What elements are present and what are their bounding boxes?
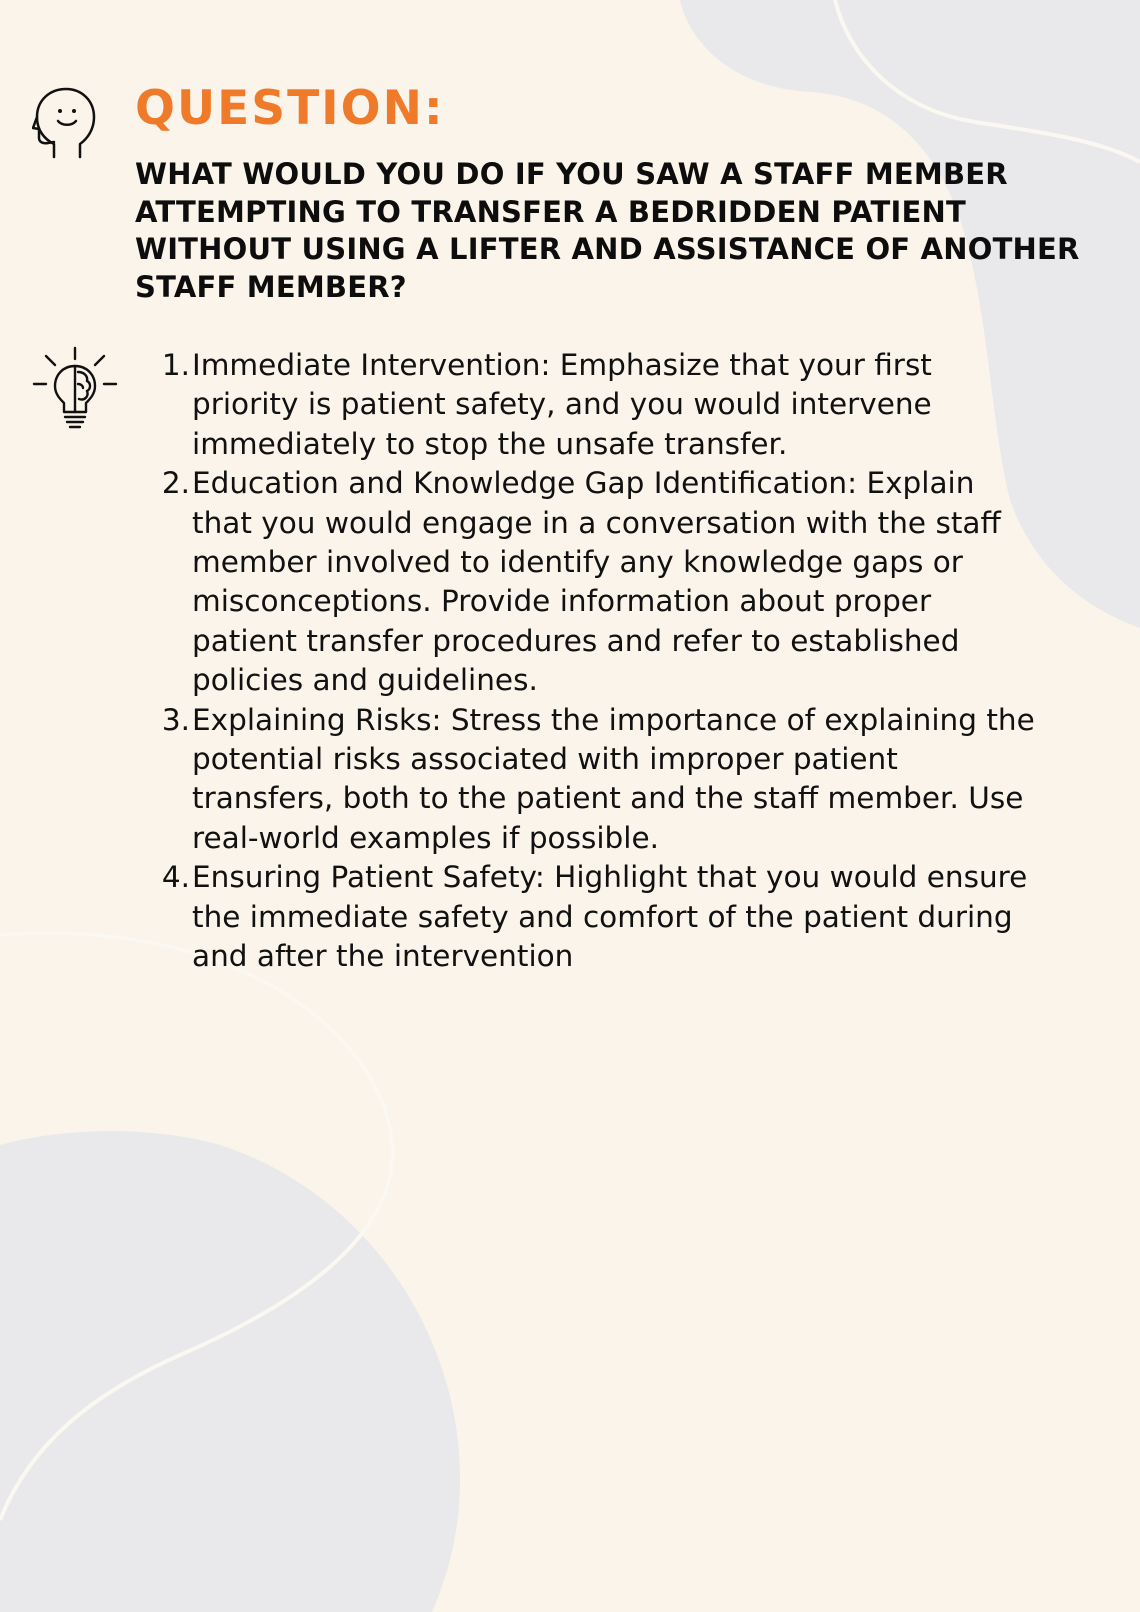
- answer-item-2: [160, 464, 1040, 700]
- answer-number: 4.: [161, 860, 190, 895]
- answer-item-4: [160, 858, 1040, 976]
- answer-item-1: [160, 346, 1040, 464]
- answer-number: 3.: [161, 702, 190, 737]
- answer-number: 2.: [161, 466, 190, 501]
- answer-text: Education and Knowledge Gap Identification: Explain that you would engage in a conversation with the staff member involved to identify any knowledge gaps or misconceptions. Provide information about proper patient transfer procedures and refer to established policies and guidelines.: [192, 466, 1001, 698]
- lightbulb-brain-icon: [32, 346, 118, 430]
- question-text: WHAT WOULD YOU DO IF YOU SAW A STAFF MEMBER ATTEMPTING TO TRANSFER A BEDRIDDEN PATIENT WITHOUT USING A LIFTER AND ASSISTANCE OF ANOTHER STAFF MEMBER?: [135, 157, 1080, 304]
- head-smile-icon: [32, 84, 98, 160]
- answer-item-3: [160, 701, 1040, 859]
- answer-text: Ensuring Patient Safety: Highlight that you would ensure the immediate safety and comfort of the patient during and after the intervention: [192, 860, 1028, 974]
- question-title: QUESTION:: [135, 81, 445, 136]
- answer-text: Explaining Risks: Stress the importance of explaining the potential risks associated with improper patient transfers, both to the patient and the staff member. Use real-world examples if possible.: [192, 702, 1035, 855]
- answer-number: 1.: [161, 348, 190, 382]
- answer-list: [160, 346, 1040, 977]
- answer-text: Immediate Intervention: Emphasize that your first priority is patient safety, and you would intervene immediately to stop the unsafe transfer.: [192, 348, 932, 461]
